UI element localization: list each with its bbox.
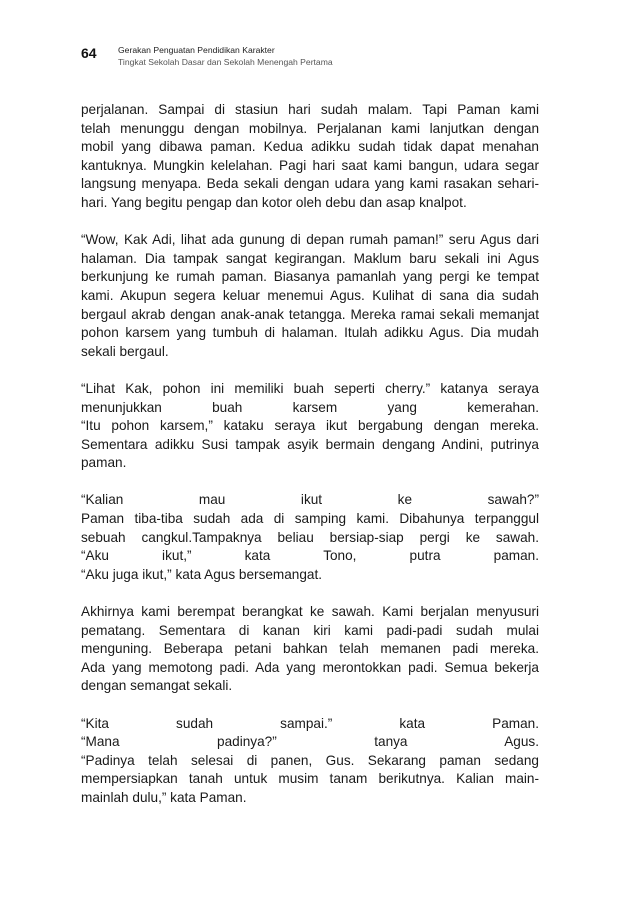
text-line: kantuknya. Mungkin kelelahan. Pagi hari saat kami bangun, udara segar <box>81 157 539 173</box>
text-line: bergaul akrab dengan anak-anak tetangga. Mereka ramai sekali memanjat <box>81 306 539 322</box>
text-line: “Lihat Kak, pohon ini memiliki buah seperti cherry.” katanya seraya <box>81 380 539 396</box>
text-line: mainlah dulu,” kata Paman. <box>81 789 247 805</box>
running-header <box>118 45 333 68</box>
page-header <box>81 44 561 74</box>
text-line: sekali bergaul. <box>81 343 169 359</box>
text-line: “Aku juga ikut,” kata Agus bersemangat. <box>81 566 323 582</box>
text-line: pohon karsem yang tumbuh di halaman. Itulah adikku Agus. Dia mudah <box>81 325 539 341</box>
text-line: hari. Yang begitu pengap dan kotor oleh debu dan asap knalpot. <box>81 194 467 210</box>
text-line: perjalanan. Sampai di stasiun hari sudah malam. Tapi Paman kami <box>81 102 539 117</box>
paragraph <box>81 491 539 584</box>
text-line: menunjukkan buah karsem yang kemerahan. <box>81 399 539 415</box>
text-line: kami. Akupun segera keluar menemui Agus. Kulihat di sana dia sudah <box>81 287 539 303</box>
paragraph <box>81 380 539 473</box>
text-line: berkunjung ke rumah paman. Biasanya pamanlah yang pergi ke tempat <box>81 269 539 285</box>
paragraph <box>81 231 539 361</box>
text-line: “Aku ikut,” kata Tono, putra paman. <box>81 548 539 564</box>
text-line: “Kita sudah sampai.” kata Paman. <box>81 715 539 731</box>
book-title: Gerakan Penguatan Pendidikan Karakter <box>118 45 275 55</box>
page-number: 64 <box>81 45 97 61</box>
paragraph <box>81 101 539 213</box>
text-line: dengan semangat sekali. <box>81 678 233 694</box>
text-line: mempersiapkan tanah untuk musim tanam berikutnya. Kalian main- <box>81 771 539 787</box>
book-subtitle: Tingkat Sekolah Dasar dan Sekolah Menengah Pertama <box>118 57 333 67</box>
text-line: menguning. Beberapa petani bahkan telah memanen padi mereka. <box>81 641 539 657</box>
text-line: “Itu pohon karsem,” kataku seraya ikut bergabung dengan mereka. <box>81 418 539 434</box>
text-line: Sementara adikku Susi tampak asyik bermain dengang Andini, putrinya <box>81 436 539 452</box>
text-line: paman. <box>81 455 127 471</box>
text-line: Akhirnya kami berempat berangkat ke sawah. Kami berjalan menyusuri <box>81 604 539 620</box>
text-line: langsung menyapa. Beda sekali dengan udara yang kami rasakan sehari- <box>81 176 539 192</box>
text-line: telah menunggu dengan mobilnya. Perjalanan kami lanjutkan dengan <box>81 120 539 136</box>
text-line: “Mana padinya?” tanya Agus. <box>81 734 539 750</box>
text-line: “Padinya telah selesai di panen, Gus. Sekarang paman sedang <box>81 752 539 768</box>
text-line: “Kalian mau ikut ke sawah?” <box>81 492 539 508</box>
text-line: mobil yang dibawa paman. Kedua adikku sudah tidak dapat menahan <box>81 139 539 155</box>
text-line: “Wow, Kak Adi, lihat ada gunung di depan rumah paman!” seru Agus dari <box>81 232 539 248</box>
text-line: sebuah cangkul.Tampaknya beliau bersiap-siap pergi ke sawah. <box>81 529 539 545</box>
text-line: halaman. Dia tampak sangat kegirangan. Maklum baru sekali ini Agus <box>81 250 539 266</box>
paragraph <box>81 603 539 696</box>
text-line: Ada yang memotong padi. Ada yang merontokkan padi. Semua bekerja <box>81 659 539 675</box>
paragraph <box>81 715 539 808</box>
text-line: Paman tiba-tiba sudah ada di samping kami. Dibahunya terpanggul <box>81 511 539 527</box>
body-text <box>81 101 539 826</box>
text-line: pematang. Sementara di kanan kiri kami padi-padi sudah mulai <box>81 622 539 638</box>
